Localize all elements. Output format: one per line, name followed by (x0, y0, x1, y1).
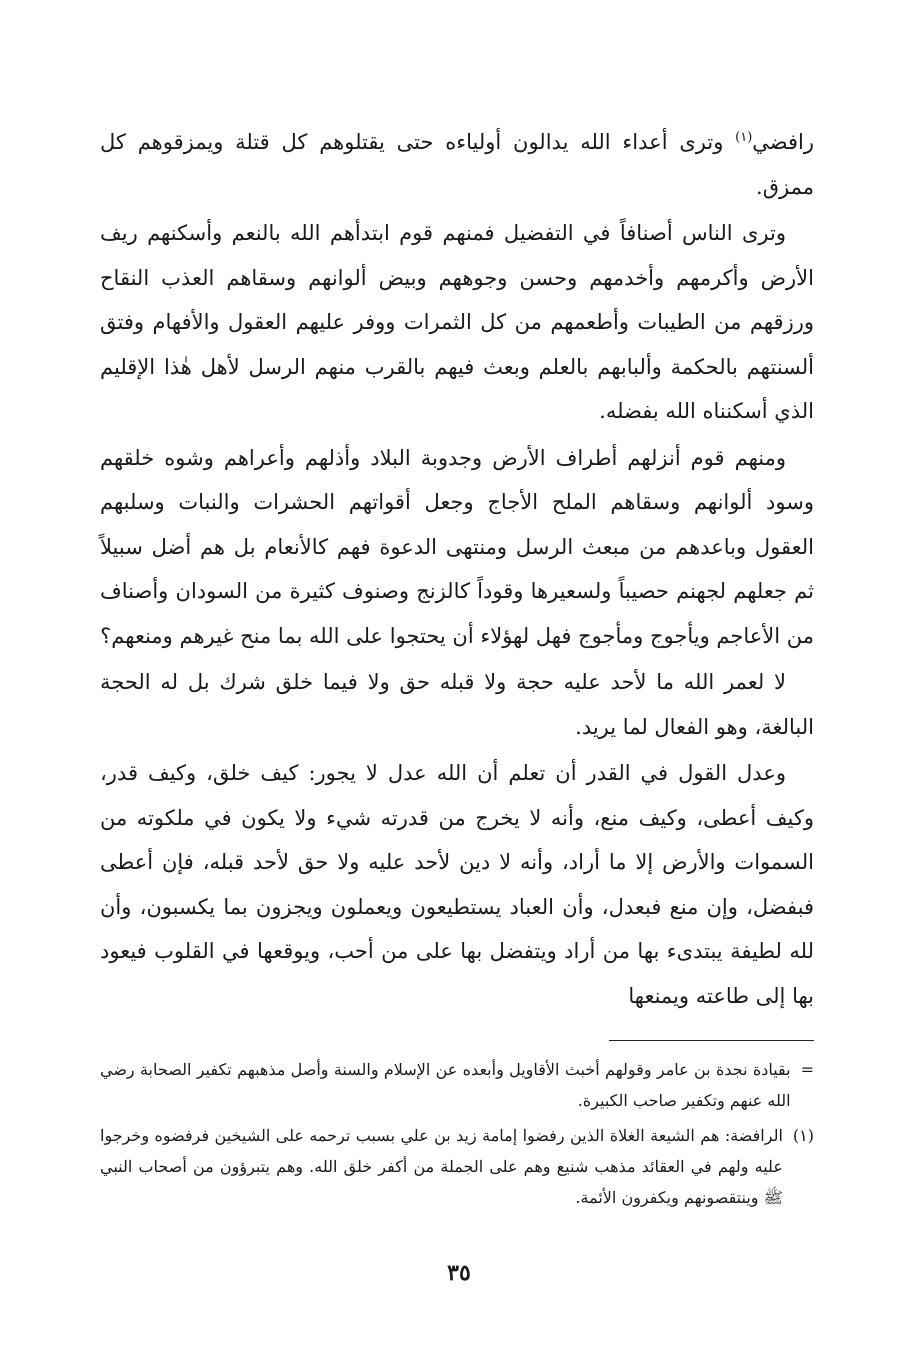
paragraph-3: ومنهم قوم أنزلهم أطراف الأرض وجدوبة البلاد وأذلهم وأعراهم وشوه خلقهم وسود ألوانهم وسقاهم الملح الأجاج وجعل أقواتهم الحشرات والنبات وسلبهم العقول وباعدهم من مبعث الرسل ومنتهى الدعوة فهم كالأنعام بل هم أضل سبيلاً ثم جعلهم لجهنم حصيباً ولسعيرها وقوداً كالزنج وصنوف كثيرة من السودان وأصناف من الأعاجم ويأجوج ومأجوج فهل لهؤلاء أن يحتجوا على الله بما منح غيرهم ومنعهم؟ (100, 445, 814, 648)
paragraph-2: وترى الناس أصنافاً في التفضيل فمنهم قوم ابتدأهم الله بالنعم وأسكنهم ريف الأرض وأكرمهم وأخدمهم وحسن وجوههم وبيض ألوانهم وسقاهم العذب النقاح ورزقهم من الطيبات وأطعمهم من كل الثمرات ووفر عليهم العقول والأفهام وفتق ألسنتهم بالحكمة وألبابهم بالعلم وبعث فيهم بالقرب منهم الرسل لأهل هٰذا الإقليم الذي أسكنناه الله بفضله. (100, 221, 815, 423)
page-number: ٣٥ (447, 1260, 471, 1286)
paragraph-1 (100, 120, 814, 209)
footnote-continuation (100, 1054, 814, 1116)
footnotes (100, 1054, 814, 1217)
footnote-1-number: (١) (792, 1126, 814, 1145)
paragraph-1-start: رافضي (752, 130, 814, 154)
footnote-reference-1[interactable]: (١) (735, 130, 753, 145)
paragraph-5: وعدل القول في القدر أن تعلم أن الله عدل لا يجور: كيف خلق، وكيف قدر، وكيف أعطى، وكيف منع، وأنه لا يخرج من قدرته شيء ولا يكون في ملكوته من السموات والأرض إلا ما أراد، وأنه لا دين لأحد عليه ولا حق لأحد قبله، فإن أعطى فبفضل، وإن منع فبعدل، وأن العباد يستطيعون ويعملون ويجزون بما يكسبون، وأن لله لطيفة يبتدىء بها من أراد ويتفضل بها على من أحب، ويوقعها في القلوب فيعود بها إلى طاعته ويمنعها (100, 761, 814, 1008)
paragraph-1-rest: وترى أعداء الله يدالون أولياءه حتى يقتلوهم كل قتلة ويمزقوهم كل ممزق. (100, 130, 814, 199)
footnote-continuation-text: بقيادة نجدة بن عامر وقولهم أخبث الأقاويل وأبعده عن الإسلام والسنة وأصل مذهبهم تكفير الصحابة رضي الله عنهم وتكفير صاحب الكبيرة. (100, 1060, 791, 1110)
paragraph-4: لا لعمر الله ما لأحد عليه حجة ولا قبله حق ولا فيما خلق شرك بل له الحجة البالغة، وهو الفعال لما يريد. (100, 670, 814, 739)
footnote-continuation-mark: = (800, 1060, 814, 1079)
page-body (100, 120, 814, 1018)
footnote-1-text: الرافضة: هم الشيعة الغلاة الذين رفضوا إمامة زيد بن علي بسبب ترحمه على الشيخين فرفضوه وخرجوا عليه ولهم في العقائد مذهب شنيع وهم على الجملة من أكفر خلق الله. وهم يتبرؤون من أصحاب النبي ﷺ وينتقصونهم ويكفرون الأئمة. (100, 1126, 783, 1207)
footnote-separator (609, 1040, 814, 1041)
footnote-1 (100, 1120, 814, 1213)
main-text (100, 120, 814, 1018)
